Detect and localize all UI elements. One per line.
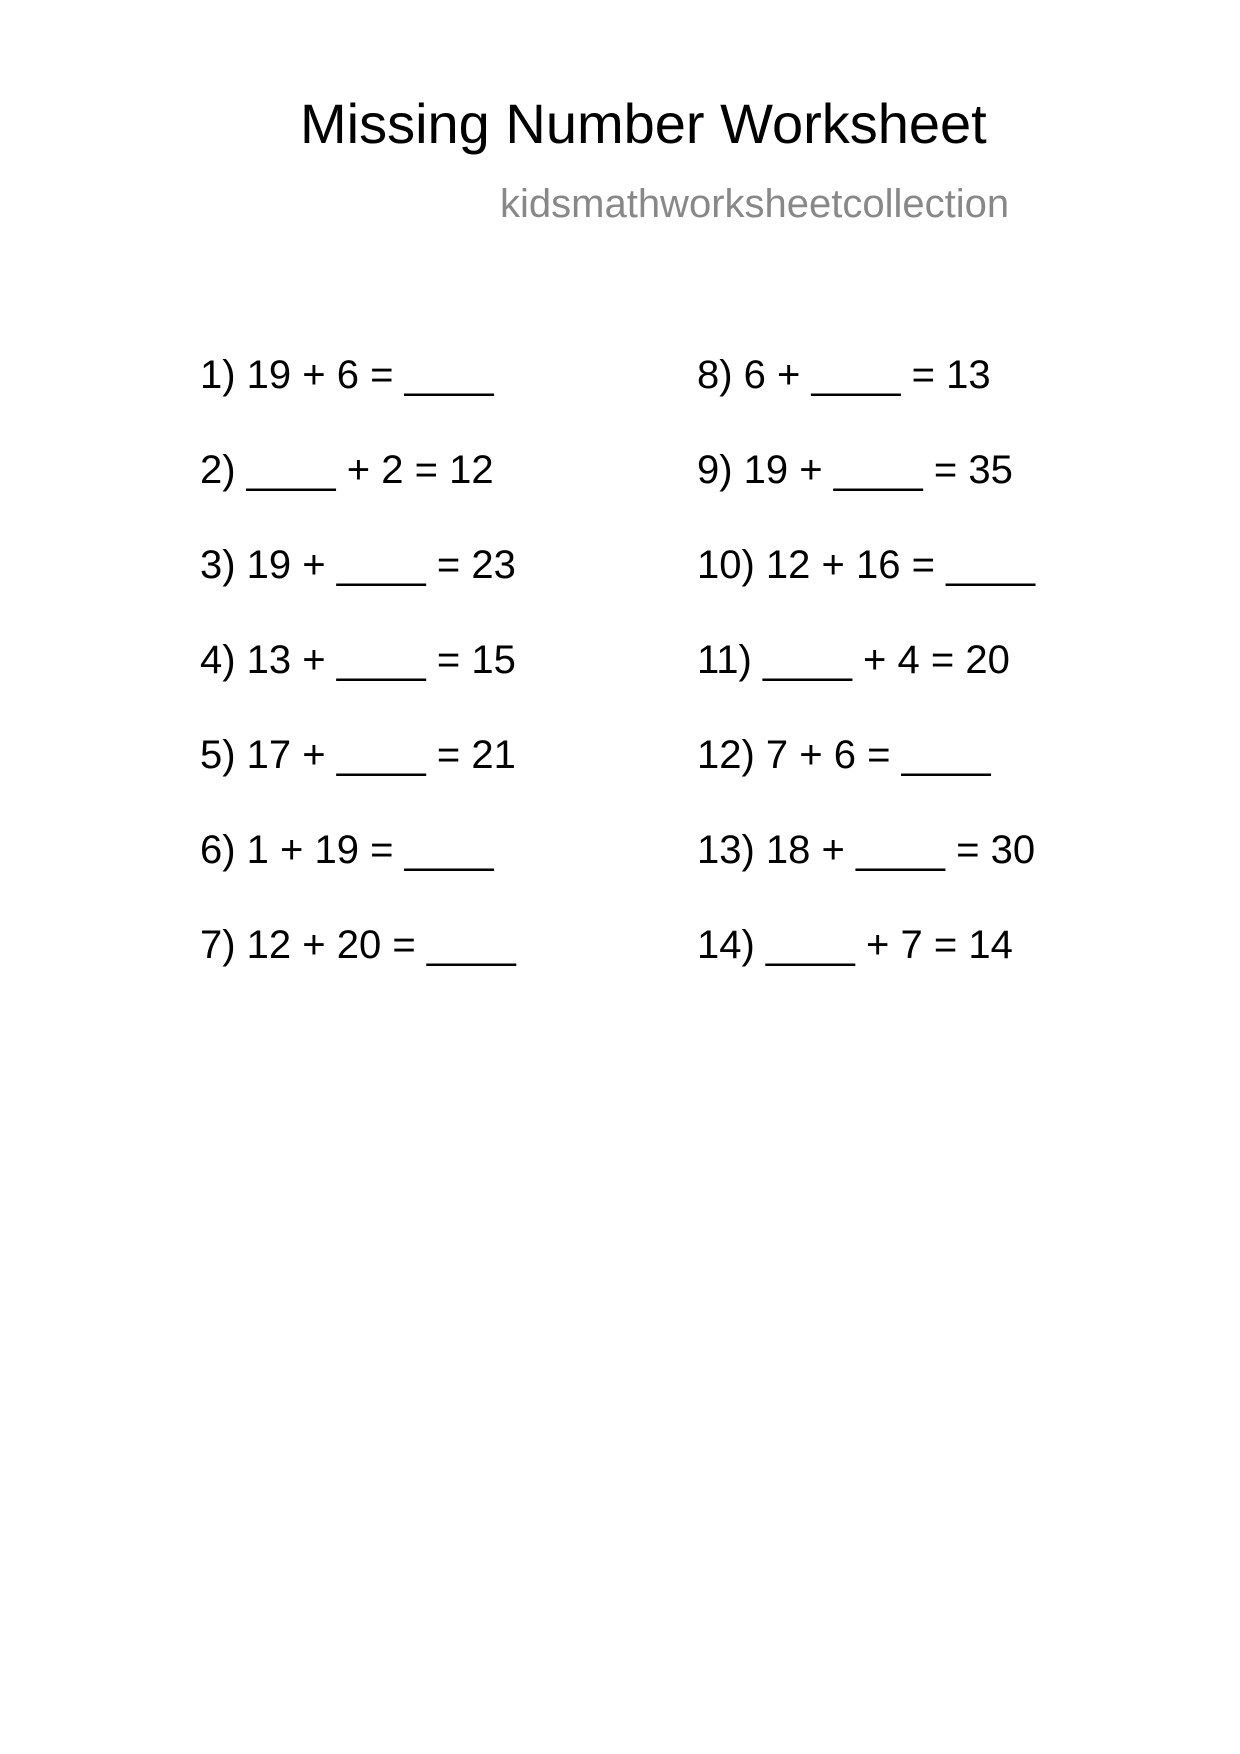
problem-14: 14) ____ + 7 = 14 — [697, 923, 1013, 967]
problem-7: 7) 12 + 20 = ____ — [200, 923, 516, 967]
problem-1: 1) 19 + 6 = ____ — [200, 353, 494, 397]
problems-right-column — [697, 352, 1035, 1017]
problem-13: 13) 18 + ____ = 30 — [697, 828, 1036, 872]
page-title: Missing Number Worksheet — [300, 92, 987, 155]
problem-3: 3) 19 + ____ = 23 — [200, 543, 516, 587]
site-subtitle: kidsmathworksheetcollection — [500, 182, 1010, 226]
problem-8: 8) 6 + ____ = 13 — [697, 353, 991, 397]
problem-5: 5) 17 + ____ = 21 — [200, 733, 516, 777]
problem-2: 2) ____ + 2 = 12 — [200, 448, 494, 492]
problems-left-column — [200, 352, 516, 1017]
problem-4: 4) 13 + ____ = 15 — [200, 638, 516, 682]
problem-10: 10) 12 + 16 = ____ — [697, 543, 1036, 587]
problem-11: 11) ____ + 4 = 20 — [697, 638, 1010, 682]
problem-9: 9) 19 + ____ = 35 — [697, 448, 1013, 492]
problem-6: 6) 1 + 19 = ____ — [200, 828, 494, 872]
problem-12: 12) 7 + 6 = ____ — [697, 733, 991, 777]
